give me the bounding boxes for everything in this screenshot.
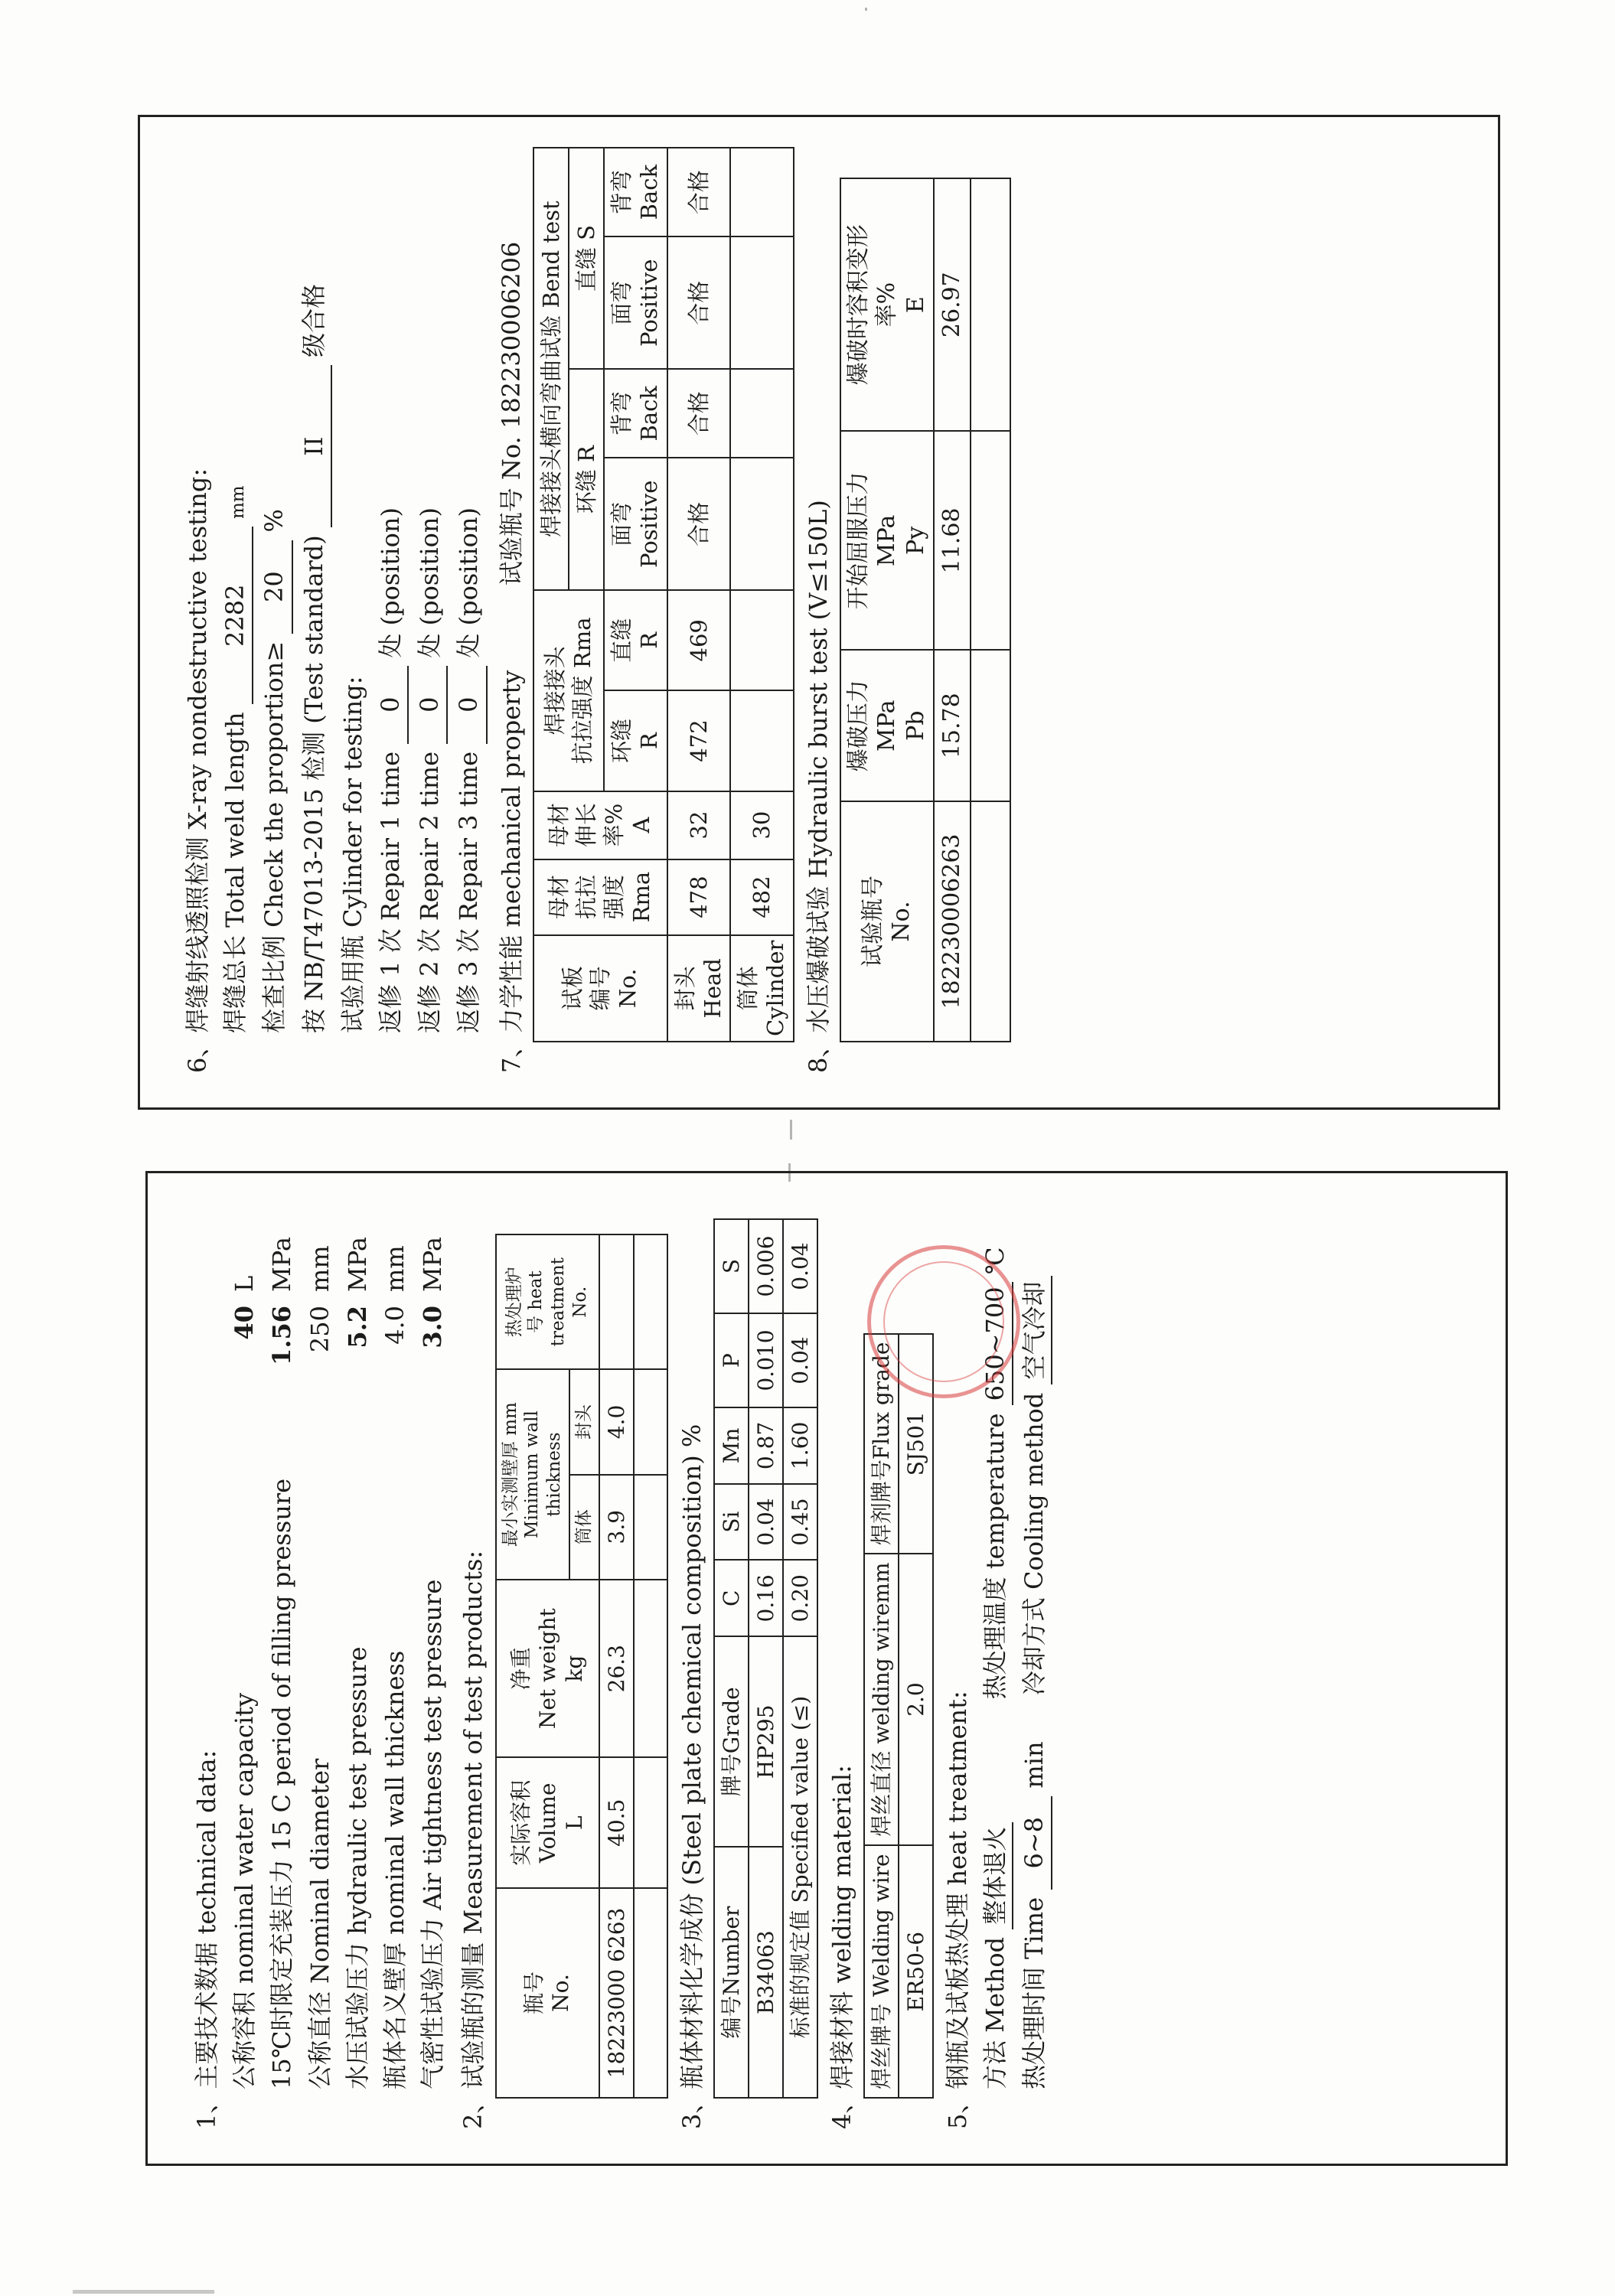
cell-p: 0.010 (749, 1313, 783, 1407)
repair-value: 0 (374, 666, 409, 744)
hydraulic-pressure-label: 水压试验压力 hydraulic test pressure (342, 1646, 372, 2089)
cell-base-rma: 482 (730, 859, 794, 935)
cell-spec-label: 标准的规定值 Specified value (≤) (783, 1636, 817, 2098)
header-body: 筒体 (569, 1475, 599, 1580)
technical-data-row (341, 1208, 374, 2089)
table-row (934, 178, 971, 1042)
air-tightness-label: 气密性试验压力 Air tightness test pressure (418, 1579, 448, 2089)
cell-straight-back (730, 148, 794, 236)
header-yield-pressure: 开始屈服压力 MPa Py (840, 431, 935, 650)
wall-thickness-unit: mm (380, 1245, 409, 1292)
wall-thickness-label: 瓶体名义壁厚 nominal wall thickness (380, 1650, 409, 2089)
test-standard-label: 按 NB/T47013-2015 检测 (Test standard) (299, 535, 328, 1033)
air-tightness-value: 3.0 (418, 1306, 448, 1349)
cylinder-for-testing-label: 试验用瓶 Cylinder for testing: (338, 676, 367, 1033)
cell-elongation: 32 (667, 791, 731, 859)
temperature-unit: ℃ (980, 1247, 1010, 1275)
cell-bottle-no: 18223000 6263 (599, 1888, 634, 2098)
diameter-unit: mm (305, 1245, 334, 1292)
position-label: 处 (position) (454, 507, 484, 658)
cooling-label: 冷却方式 Cooling method (1020, 1392, 1049, 1696)
section-8-title: 8、水压爆破试验 Hydraulic burst test (V≤150L) (803, 500, 833, 1073)
scan-edge (73, 2290, 214, 2294)
cell-number: B34063 (749, 1847, 783, 2098)
repair-value: 0 (413, 666, 448, 744)
header-test-bottle-no: 试验瓶号 No. (840, 801, 935, 1042)
quality-grade-suffix: 级合格 (299, 283, 328, 357)
check-proportion-unit: % (259, 509, 289, 533)
position-label: 处 (position) (415, 507, 445, 658)
table-row (667, 148, 731, 1042)
header-bend-test: 焊接接头横向弯曲试验 Bend test (533, 148, 569, 590)
check-proportion-line (258, 152, 292, 1073)
header-weld-ring: 环缝 R (604, 690, 667, 791)
cell-yield-pressure: 11.68 (934, 431, 971, 650)
red-stamp-seal (867, 1245, 1020, 1398)
cell-s: 0.006 (749, 1219, 783, 1313)
hydraulic-burst-table (840, 178, 1011, 1042)
header-ring-back: 背弯 Back (604, 369, 667, 458)
check-proportion-value: 20 (258, 540, 292, 634)
cell-volume-deformation: 26.97 (934, 178, 971, 431)
header-weld-straight: 直缝 R (604, 590, 667, 690)
time-unit: min (1020, 1741, 1049, 1789)
weld-length-value: 2282 (219, 527, 253, 704)
header-bend-ring: 环缝 R (569, 369, 604, 590)
header-straight-face: 面弯 Positive (604, 236, 667, 369)
repair-line (413, 152, 448, 1073)
header-heat-treatment: 热处理炉 号 heat treatment No. (496, 1234, 599, 1369)
weld-length-label: 焊缝总长 Total weld length (220, 712, 250, 1033)
hydraulic-pressure-unit: MPa (342, 1237, 372, 1292)
header-bend-straight: 直缝 S (569, 148, 604, 369)
cell-plate-no: 筒体 Cylinder (730, 935, 794, 1042)
header-p: P (714, 1313, 749, 1407)
header-burst-pressure: 爆破压力 MPa Pb (840, 650, 935, 801)
cell-grade: HP295 (749, 1636, 783, 1847)
technical-data-row (304, 1208, 337, 2089)
cooling-value: 空气冷却 (1018, 1276, 1052, 1384)
technical-data-row (416, 1208, 449, 2089)
weld-length-unit: mm (228, 485, 249, 520)
section-6-title: 6、焊缝射线透照检测 X-ray nondestructive testing: (183, 468, 212, 1073)
capacity-value: 40 (230, 1306, 259, 1340)
cell-ring-face (730, 458, 794, 590)
cell-test-bottle-no: 182230006263 (934, 801, 971, 1042)
method-value: 整体退火 (979, 1822, 1013, 1929)
technical-data-list (228, 1208, 449, 2129)
cell-weld-straight: 469 (667, 590, 731, 690)
header-s: S (714, 1219, 749, 1313)
technical-data-row (379, 1208, 412, 2089)
measurement-table (495, 1234, 668, 2099)
repair-value: 0 (452, 666, 487, 744)
header-min-thickness: 最小实测壁厚 mm Minimum wall thickness (496, 1369, 569, 1580)
table-row (599, 1234, 634, 2098)
section-2-title: 2、试验瓶的测量 Measurement of test products: (458, 1550, 488, 2129)
cell-spec-c: 0.20 (783, 1560, 817, 1636)
cell-head-thickness: 4.0 (599, 1369, 634, 1474)
header-volume-deformation: 爆破时容积变形 率% E (840, 178, 935, 431)
cell-straight-face (730, 236, 794, 369)
cell-weld-ring: 472 (667, 690, 731, 791)
cell-weld-ring (730, 690, 794, 791)
cell-net-weight: 26.3 (599, 1580, 634, 1758)
filling-pressure-value: 1.56 (267, 1306, 297, 1365)
cell-welding-wire: ER50-6 (899, 1845, 933, 2098)
header-head: 封头 (569, 1369, 599, 1474)
cell-spec-p: 0.04 (783, 1313, 817, 1407)
technical-data-row (228, 1208, 261, 2089)
chemical-composition-table (713, 1218, 818, 2099)
method-label: 方法 Method (980, 1936, 1010, 2089)
header-wire-diameter: 焊丝直径 welding wiremm (864, 1554, 899, 1846)
header-bottle-no: 瓶号 No. (496, 1888, 599, 2098)
cell-weld-straight (730, 590, 794, 690)
mechanical-property-table (533, 147, 794, 1042)
check-proportion-label: 检查比例 Check the proportion≥ (259, 641, 289, 1033)
cell-mn: 0.87 (749, 1407, 783, 1484)
cell-spec-s: 0.04 (783, 1219, 817, 1313)
cell-si: 0.04 (749, 1484, 783, 1561)
cell-spec-si: 0.45 (783, 1484, 817, 1561)
quality-grade-value: II (298, 365, 332, 527)
time-value: 6~8 (1018, 1796, 1052, 1890)
hydraulic-pressure-value: 5.2 (342, 1306, 372, 1349)
table-row (899, 1334, 933, 2098)
diameter-value: 250 (305, 1306, 334, 1353)
cell-straight-back: 合格 (667, 148, 731, 236)
cell-flux-grade: SJ501 (899, 1334, 933, 1554)
header-elongation: 母材 伸长 率% A (533, 791, 667, 859)
cell-volume: 40.5 (599, 1758, 634, 1889)
cell-ring-back (730, 369, 794, 458)
header-number: 编号Number (714, 1847, 749, 2098)
repair-line (374, 152, 409, 1073)
technical-data-row (266, 1208, 299, 2089)
cell-c: 0.16 (749, 1560, 783, 1636)
time-label: 热处理时间 Time (1020, 1896, 1049, 2089)
section-7-bottle-no: 试验瓶号 No. 182230006206 (496, 241, 526, 586)
header-plate-no: 试板 编号 No. (533, 935, 667, 1042)
cell-straight-face: 合格 (667, 236, 731, 369)
repair-line (452, 152, 487, 1073)
cell-plate-no: 封头 Head (667, 935, 731, 1042)
header-si: Si (714, 1484, 749, 1561)
header-c: C (714, 1560, 749, 1636)
cell-wire-diameter: 2.0 (899, 1554, 933, 1846)
cell-burst-pressure: 15.78 (934, 650, 971, 801)
test-standard-line (298, 152, 332, 1073)
header-grade: 牌号Grade (714, 1636, 749, 1847)
temperature-value: 650~700 (979, 1282, 1013, 1405)
panel-technical-data (145, 1171, 1508, 2166)
cell-ring-back: 合格 (667, 369, 731, 458)
panel-test-results (138, 115, 1500, 1110)
repair-label: 返修 3 次 Repair 3 time (454, 751, 484, 1033)
header-net-weight: 净重 Net weight kg (496, 1580, 599, 1758)
header-weld-rma: 焊接接头 抗拉强度 Rma (533, 590, 605, 791)
filling-pressure-unit: MPa (267, 1237, 297, 1292)
repair-label: 返修 1 次 Repair 1 time (375, 751, 405, 1033)
diameter-label: 公称直径 Nominal diameter (305, 1758, 334, 2089)
header-mn: Mn (714, 1407, 749, 1484)
header-flux-grade: 焊剂牌号Flux grade (864, 1334, 899, 1554)
header-volume: 实际容积 Volume L (496, 1758, 599, 1889)
section-7-header (495, 152, 528, 1073)
air-tightness-unit: MPa (418, 1237, 448, 1292)
table-row (783, 1219, 817, 2098)
header-ring-face: 面弯 Positive (604, 458, 667, 590)
welding-material-table (863, 1333, 934, 2099)
table-row (730, 148, 794, 1042)
capacity-unit: L (230, 1275, 259, 1292)
capacity-label: 公称容积 nominal water capacity (230, 1692, 259, 2089)
cell-base-rma: 478 (667, 859, 731, 935)
header-welding-wire: 焊丝牌号 Welding wire (864, 1845, 899, 2098)
cell-elongation: 30 (730, 791, 794, 859)
section-7-title: 7、力学性能 mechanical property (496, 670, 526, 1073)
cell-ring-face: 合格 (667, 458, 731, 590)
cell-heat-treatment (599, 1234, 634, 1369)
heat-treatment-line-2 (1018, 1208, 1052, 2129)
header-base-rma: 母材 抗拉 强度 Rma (533, 859, 667, 935)
cell-body-thickness: 3.9 (599, 1475, 634, 1580)
section-4-title: 4、焊接材料 welding material: (827, 1765, 856, 2129)
scan-mark (790, 1120, 792, 1140)
header-straight-back: 背弯 Back (604, 148, 667, 236)
table-row (749, 1219, 783, 2098)
filling-pressure-label: 15℃时限定充装压力 15 C period of filling pressure (267, 1478, 297, 2089)
temperature-label: 热处理温度 temperature (980, 1413, 1010, 1700)
weld-length-line (219, 152, 253, 1073)
scan-speck (865, 8, 867, 11)
repair-label: 返修 2 次 Repair 2 time (415, 751, 445, 1033)
wall-thickness-value: 4.0 (380, 1306, 409, 1345)
position-label: 处 (position) (375, 507, 405, 658)
section-1-title: 1、主要技术数据 technical data: (192, 1750, 221, 2129)
section-5-title: 5、钢瓶及试板热处理 heat treatment: (942, 1691, 972, 2129)
section-3-title: 3、瓶体材料化学成份 (Steel plate chemical composition) % (677, 1424, 706, 2129)
cell-spec-mn: 1.60 (783, 1407, 817, 1484)
